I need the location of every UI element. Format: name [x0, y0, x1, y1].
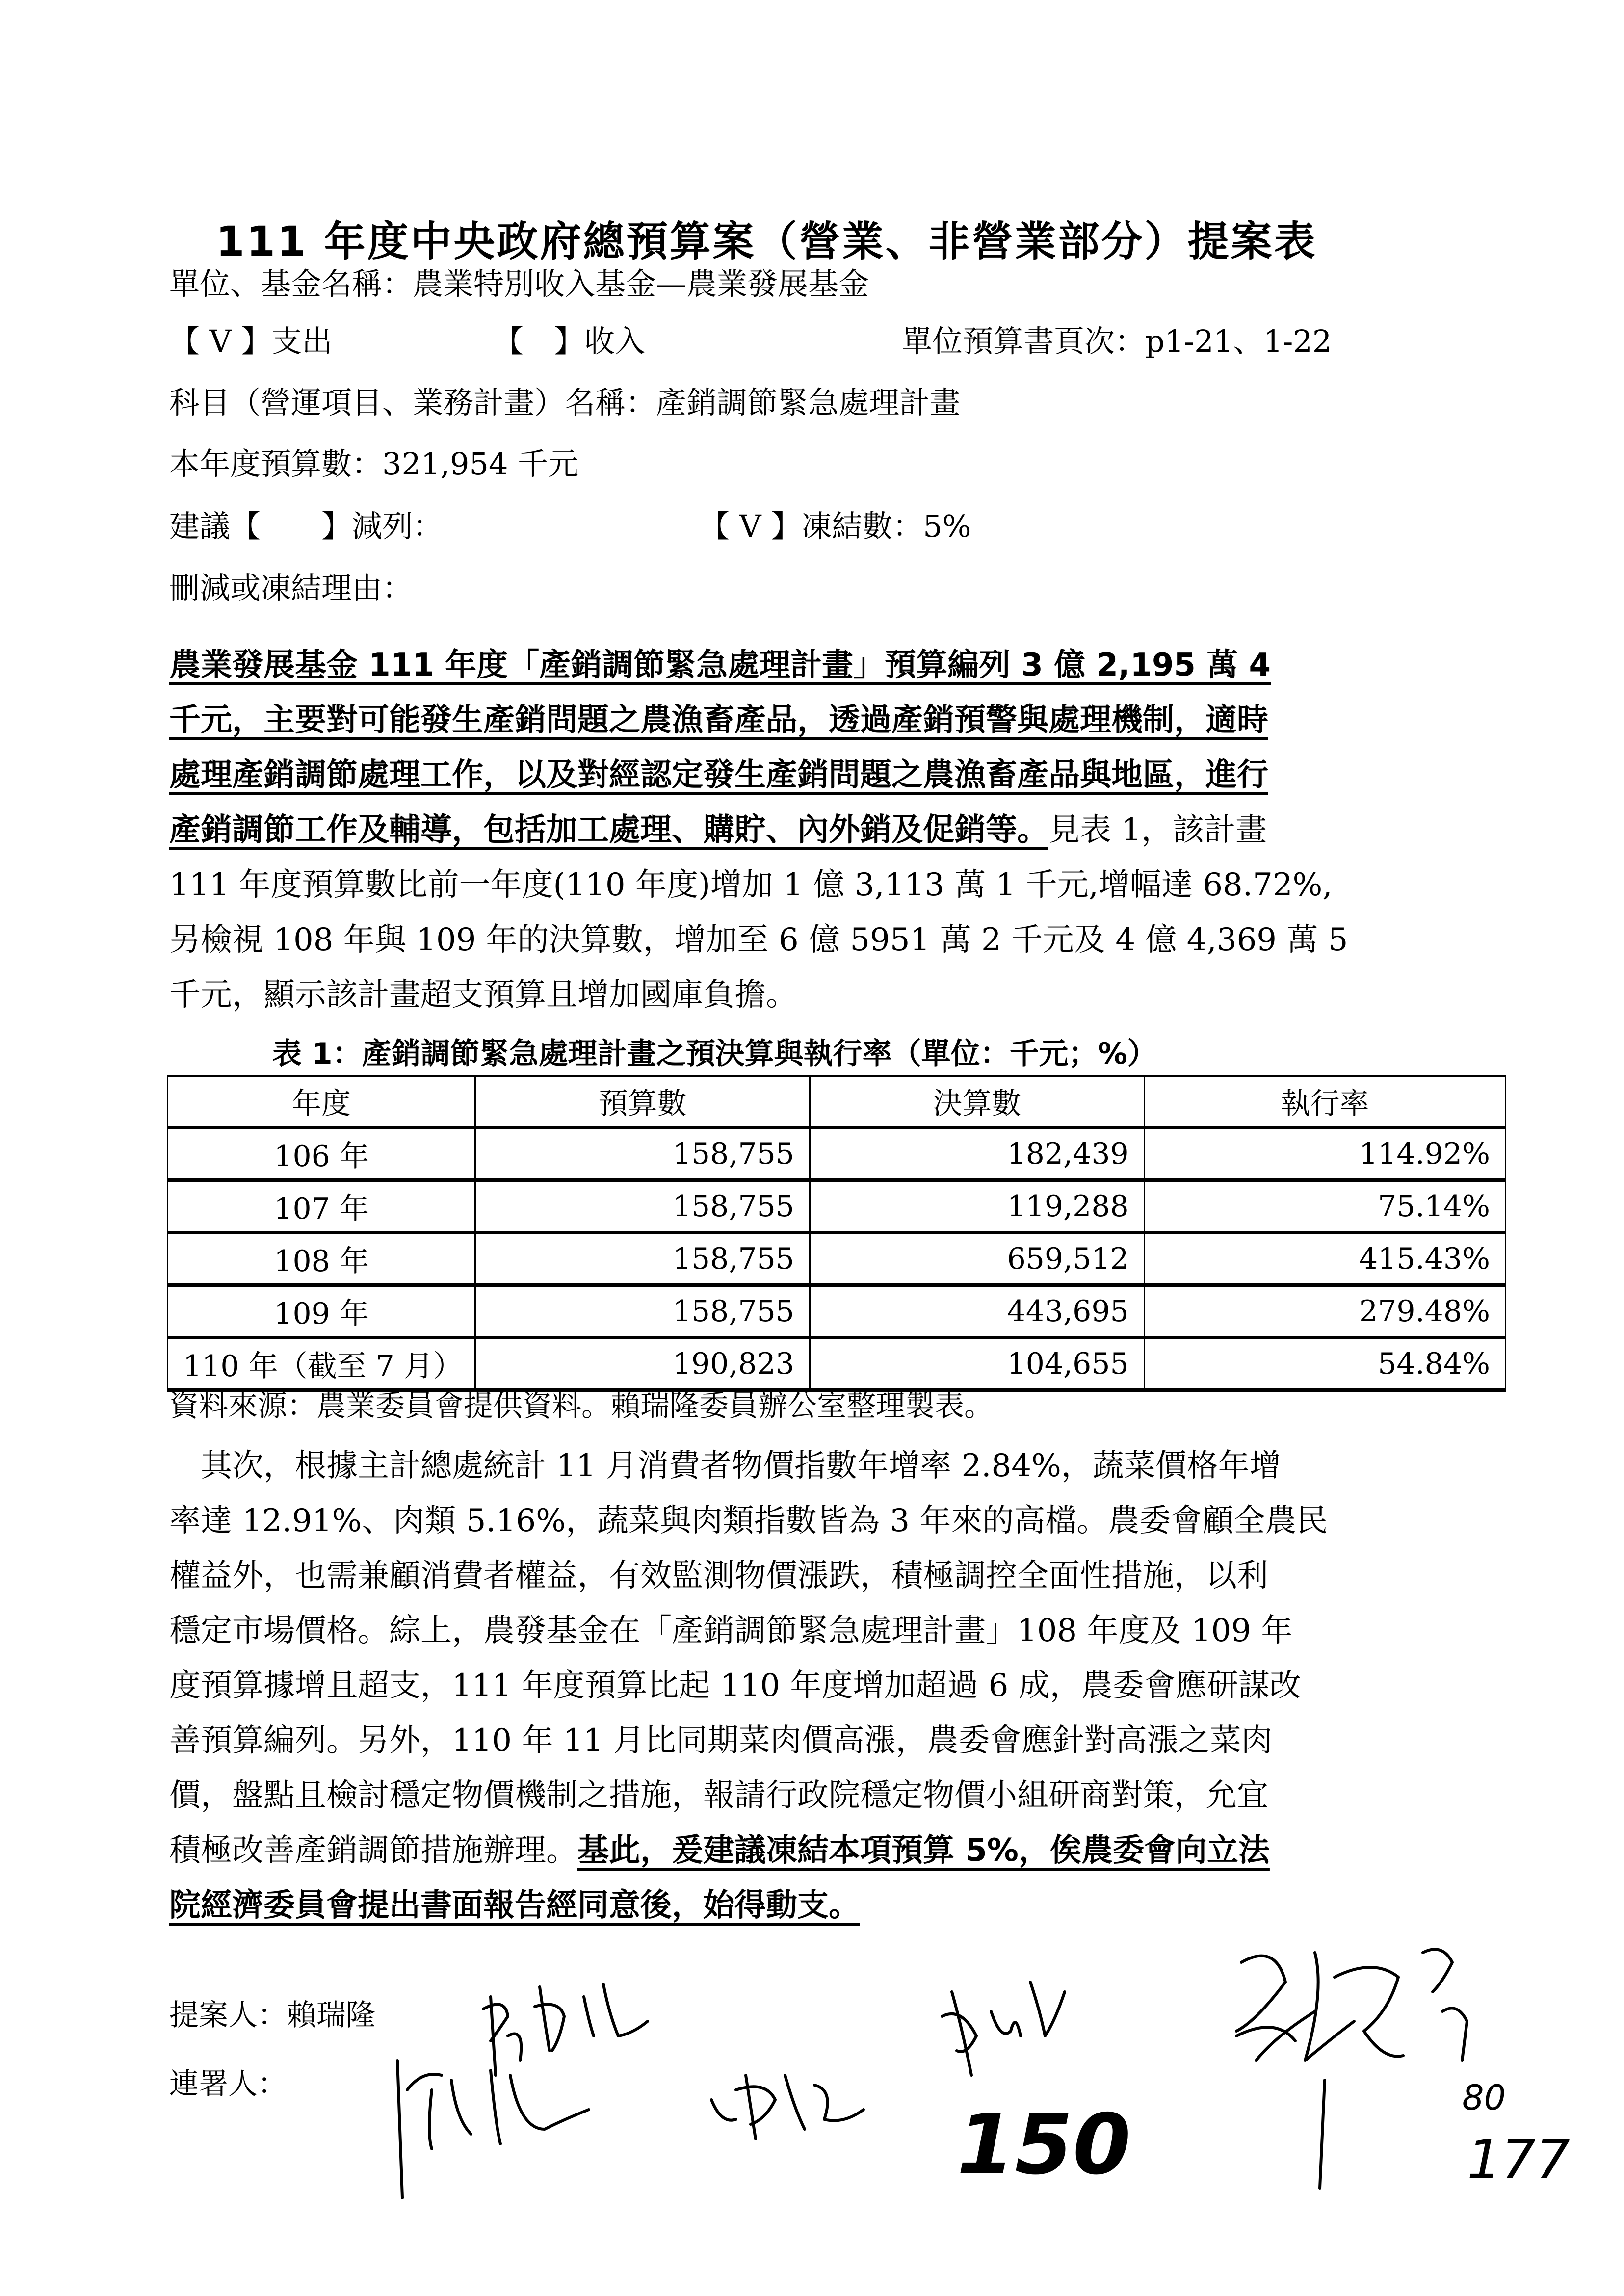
body-text: 善預算編列。另外，110 年 11 月比同期菜肉價高漲，農委會應針對高漲之菜肉 [169, 1722, 1273, 1759]
paragraph-line [169, 1438, 1504, 1493]
handwritten-page: 177 [1467, 2128, 1570, 2191]
reason-paragraph-1 [169, 638, 1504, 1022]
subject-name: 科目（營運項目、業務計畫）名稱：產銷調節緊急處理計畫 [169, 385, 961, 420]
body-text: 穩定市場價格。綜上，農發基金在「產銷調節緊急處理計畫」108 年度及 109 年 [169, 1613, 1293, 1649]
column-header-final: 決算數 [810, 1076, 1144, 1128]
paragraph-line [169, 638, 1504, 693]
table-header-row [168, 1076, 1506, 1128]
reason-label: 刪減或凍結理由： [169, 570, 413, 606]
body-text: 權益外，也需兼顧消費者權益，有效監測物價漲跌，積極調控全面性措施，以利 [169, 1558, 1268, 1594]
cell-final: 443,695 [810, 1285, 1144, 1338]
handwritten-number: 150 [957, 2096, 1131, 2193]
cell-rate: 415.43% [1144, 1233, 1505, 1285]
paragraph-line [169, 1493, 1504, 1548]
cell-final: 119,288 [810, 1180, 1144, 1233]
body-text: 另檢視 108 年與 109 年的決算數，增加至 6 億 5951 萬 2 千元及 4 億 4,369 萬 5 [169, 922, 1348, 958]
body-text: 111 年度預算數比前一年度(110 年度)增加 1 億 3,113 萬 1 千元,增幅達 68.72%, [169, 867, 1333, 903]
page-reference: 單位預算書頁次：p1-21、1-22 [902, 323, 1332, 359]
page-title: 111 年度中央政府總預算案（營業、非營業部分）提案表 [216, 217, 1317, 265]
emphasized-text: 院經濟委員會提出書面報告經同意後，始得動支。 [169, 1887, 860, 1924]
handwritten-signatures [0, 1913, 1624, 2286]
cell-year: 108 年 [168, 1233, 475, 1285]
cell-budget: 158,755 [475, 1285, 810, 1338]
signature-cosigner-2 [1236, 1949, 1467, 2188]
cell-rate: 75.14% [1144, 1180, 1505, 1233]
signature-cosigner-3 [397, 2061, 589, 2198]
emphasized-text: 產銷調節工作及輔導，包括加工處理、購貯、內外銷及促銷等。 [169, 812, 1048, 848]
cell-rate: 114.92% [1144, 1128, 1505, 1180]
cell-year: 109 年 [168, 1285, 475, 1338]
body-text: 價，盤點且檢討穩定物價機制之措施，報請行政院穩定物價小組研商對策，允宜 [169, 1777, 1268, 1814]
signature-cosigner-4 [711, 2075, 864, 2139]
paragraph-line [169, 1823, 1504, 1878]
emphasized-text: 處理產銷調節處理工作，以及對經認定發生產銷問題之農漁畜產品與地區，進行 [169, 757, 1268, 793]
cosigner-label: 連署人： [169, 2067, 287, 2101]
annual-budget: 本年度預算數：321,954 千元 [169, 446, 579, 482]
proposer-label: 提案人：賴瑞隆 [169, 1998, 375, 2033]
cell-year: 107 年 [168, 1180, 475, 1233]
body-text: 率達 12.91%、肉類 5.16%，蔬菜與肉類指數皆為 3 年來的高檔。農委會顧全農民 [169, 1503, 1328, 1539]
paragraph-line [169, 803, 1504, 858]
signature-cosigner-1 [942, 1982, 1065, 2075]
cell-budget: 158,755 [475, 1128, 810, 1180]
body-text: 其次，根據主計總處統計 11 月消費者物價指數年增率 2.84%，蔬菜價格年增 [169, 1448, 1281, 1484]
column-header-budget: 預算數 [475, 1076, 810, 1128]
budget-table [167, 1075, 1506, 1392]
cell-rate: 54.84% [1144, 1338, 1505, 1390]
table-row [168, 1285, 1506, 1338]
cell-budget: 158,755 [475, 1180, 810, 1233]
column-header-year: 年度 [168, 1076, 475, 1128]
handwritten-note: 80 [1462, 2078, 1506, 2118]
table-caption: 表 1：產銷調節緊急處理計畫之預決算與執行率（單位：千元；%） [272, 1037, 1157, 1071]
paragraph-line [169, 967, 1504, 1022]
unit-fund-name: 單位、基金名稱：農業特別收入基金—農業發展基金 [169, 266, 869, 302]
table-row [168, 1180, 1506, 1233]
body-text: 千元，顯示該計畫超支預算且增加國庫負擔。 [169, 977, 797, 1013]
table-row [168, 1233, 1506, 1285]
column-header-rate: 執行率 [1144, 1076, 1505, 1128]
reason-paragraph-2 [169, 1438, 1504, 1933]
cell-budget: 158,755 [475, 1233, 810, 1285]
paragraph-line [169, 748, 1504, 803]
paragraph-line [169, 913, 1504, 967]
cell-final: 104,655 [810, 1338, 1144, 1390]
emphasized-text: 千元，主要對可能發生產銷問題之農漁畜產品，透過產銷預警與處理機制，適時 [169, 702, 1268, 738]
cell-final: 182,439 [810, 1128, 1144, 1180]
suggest-freeze: 【 V 】凍結數：5% [699, 508, 971, 544]
emphasized-text: 農業發展基金 111 年度「產銷調節緊急處理計畫」預算編列 3 億 2,195 萬 4 [169, 647, 1271, 683]
paragraph-line [169, 1658, 1504, 1713]
signature-proposer [483, 1984, 648, 2075]
paragraph-line [169, 1768, 1504, 1823]
paragraph-line [169, 858, 1504, 913]
body-text: 積極改善產銷調節措施辦理。 [169, 1832, 577, 1869]
paragraph-line [169, 1713, 1504, 1768]
cell-final: 659,512 [810, 1233, 1144, 1285]
table-row [168, 1128, 1506, 1180]
cell-rate: 279.48% [1144, 1285, 1505, 1338]
body-text: 度預算據增且超支，111 年度預算比起 110 年度增加超過 6 成，農委會應研謀改 [169, 1668, 1301, 1704]
emphasized-text: 基此，爰建議凍結本項預算 5%，俟農委會向立法 [577, 1832, 1270, 1869]
suggest-cut: 建議【 】減列： [169, 508, 444, 544]
expense-checkbox: 【 V 】支出 [169, 323, 333, 359]
cell-year: 106 年 [168, 1128, 475, 1180]
cell-year: 110 年（截至 7 月） [168, 1338, 475, 1390]
paragraph-line [169, 1603, 1504, 1658]
paragraph-line [169, 1548, 1504, 1603]
paragraph-line [169, 693, 1504, 748]
income-checkbox: 【 】收入 [493, 323, 646, 359]
table-source-note: 資料來源：農業委員會提供資料。賴瑞隆委員辦公室整理製表。 [169, 1389, 994, 1423]
cell-budget: 190,823 [475, 1338, 810, 1390]
body-text: 見表 1，該計畫 [1048, 812, 1267, 848]
